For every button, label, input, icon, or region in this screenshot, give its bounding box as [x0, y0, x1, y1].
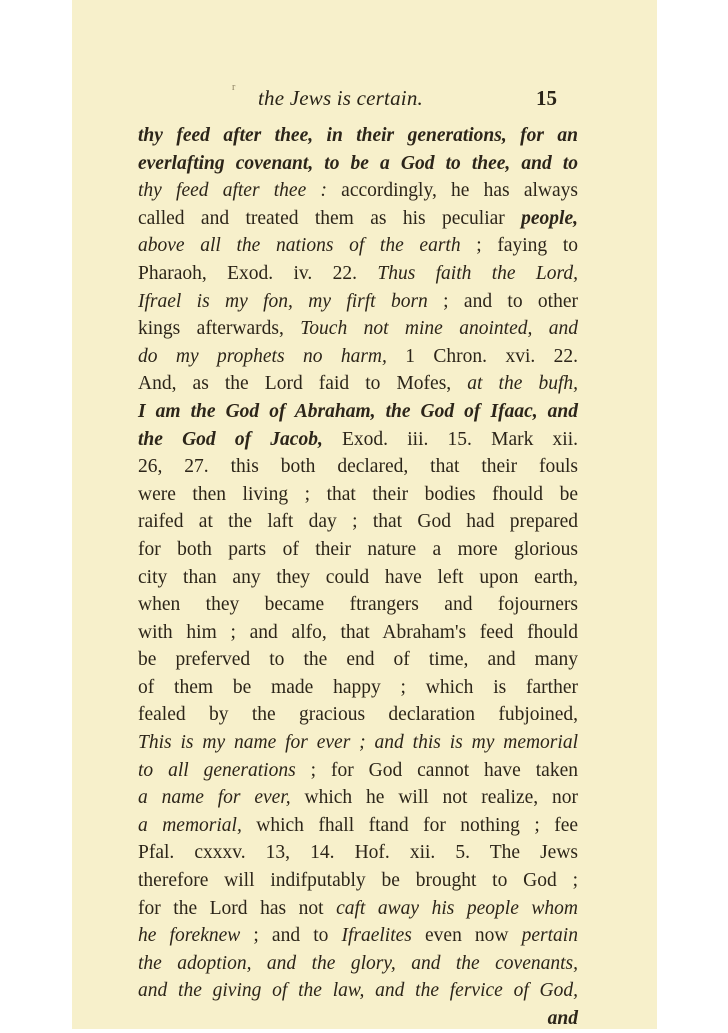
text-segment: I am the God of Abraham, the God of Ifaac, and	[138, 400, 578, 422]
text-segment: for the Lord has not	[138, 897, 337, 919]
text-segment: he foreknew	[138, 925, 241, 947]
text-segment: and the giving of the law, and the fervice of God,	[138, 980, 578, 1002]
text-line	[138, 232, 578, 260]
text-line	[138, 398, 578, 426]
text-line	[138, 122, 578, 150]
text-segment: Ifraelites	[341, 925, 412, 947]
text-segment: ; and to other	[427, 290, 578, 312]
text-segment: This is my name for ever ; and this is my memorial	[138, 732, 578, 754]
text-segment: even now	[411, 925, 522, 947]
text-segment: Thus faith the Lord,	[377, 262, 578, 284]
text-segment: ; and to	[240, 925, 342, 947]
text-line	[138, 205, 578, 233]
text-segment: Exod. iii. 15. Mark xii.	[322, 428, 578, 450]
text-line	[138, 784, 578, 812]
text-segment: Pfal. cxxxv. 13, 14. Hof. xii. 5. The Jews	[138, 842, 578, 864]
text-line	[138, 343, 578, 371]
text-line	[138, 729, 578, 757]
text-segment: to all generations	[138, 759, 296, 781]
text-line	[138, 481, 578, 509]
text-line	[138, 895, 578, 923]
text-segment: of them be made happy ; which is farther	[138, 676, 578, 698]
running-title: the Jews is certain.	[258, 86, 423, 110]
text-line	[138, 426, 578, 454]
text-segment: with him ; and alfo, that Abraham's feed fhould	[138, 621, 578, 643]
text-segment: for both parts of their nature a more glorious	[138, 538, 578, 560]
text-segment: 1 Chron. xvi. 22.	[386, 345, 579, 367]
catchword: and	[547, 1008, 578, 1029]
text-segment: fealed by the gracious declaration fubjoined,	[138, 704, 578, 726]
text-line	[138, 315, 578, 343]
text-line	[138, 619, 578, 647]
book-page	[72, 0, 657, 1029]
text-line	[138, 867, 578, 895]
text-segment: be preferved to the end of time, and many	[138, 649, 578, 671]
text-line	[138, 977, 578, 1005]
text-line	[138, 150, 578, 178]
text-segment: thy feed after thee, in their generations, for an	[138, 125, 578, 146]
text-segment: the adoption, and the glory, and the covenants,	[138, 952, 578, 974]
text-segment: pertain	[521, 925, 578, 947]
text-line	[138, 288, 578, 316]
text-segment: do my prophets no harm,	[138, 345, 387, 367]
stray-mark: r	[232, 82, 236, 93]
text-line	[138, 839, 578, 867]
text-line	[138, 508, 578, 536]
text-segment: everlafting covenant, to be a God to thee, and to	[138, 152, 578, 174]
text-line	[138, 591, 578, 619]
text-line	[138, 674, 578, 702]
text-segment: when they became ftrangers and fojourners	[138, 594, 578, 616]
text-segment: thy feed after thee :	[138, 180, 327, 202]
text-segment: which fhall ftand for nothing ; fee	[241, 814, 578, 836]
text-segment: city than any they could have left upon earth,	[138, 566, 578, 588]
text-segment: caft away his people whom	[336, 897, 578, 919]
text-line	[138, 950, 578, 978]
text-segment: Touch not mine anointed, and	[300, 318, 578, 340]
text-segment: And, as the Lord faid to Mofes,	[138, 373, 468, 395]
text-segment: Ifrael is my fon, my firft born	[138, 290, 428, 312]
text-segment: were then living ; that their bodies fhould be	[138, 483, 578, 505]
text-line	[138, 536, 578, 564]
text-segment: people,	[521, 207, 578, 229]
text-segment: the God of Jacob,	[138, 428, 323, 450]
text-segment: called and treated them as his peculiar	[138, 207, 522, 229]
text-line	[138, 701, 578, 729]
text-line	[138, 757, 578, 785]
text-line	[138, 177, 578, 205]
text-line	[138, 453, 578, 481]
text-segment: a name for ever,	[138, 787, 291, 809]
running-header	[72, 82, 657, 114]
text-line	[138, 260, 578, 288]
text-segment: which he will not realize, nor	[290, 787, 579, 809]
text-line	[138, 646, 578, 674]
page-number: 15	[536, 86, 557, 110]
text-line	[138, 370, 578, 398]
text-segment: accordingly, he has always	[326, 180, 578, 202]
text-segment: kings afterwards,	[138, 318, 301, 340]
text-line	[138, 564, 578, 592]
text-line	[138, 812, 578, 840]
text-segment: at the bufh,	[467, 373, 578, 395]
text-segment: therefore will indifputably be brought to God ;	[138, 870, 578, 892]
body-text	[138, 122, 578, 1033]
text-segment: above all the nations of the earth	[138, 235, 461, 257]
text-segment: ; faying to	[460, 235, 578, 257]
text-line	[138, 922, 578, 950]
text-segment: Pharaoh, Exod. iv. 22.	[138, 262, 378, 284]
text-segment: a memorial,	[138, 814, 242, 836]
text-segment: raifed at the laft day ; that God had prepared	[138, 511, 578, 533]
text-segment: ; for God cannot have taken	[295, 759, 578, 781]
text-segment: 26, 27. this both declared, that their fouls	[138, 456, 578, 478]
